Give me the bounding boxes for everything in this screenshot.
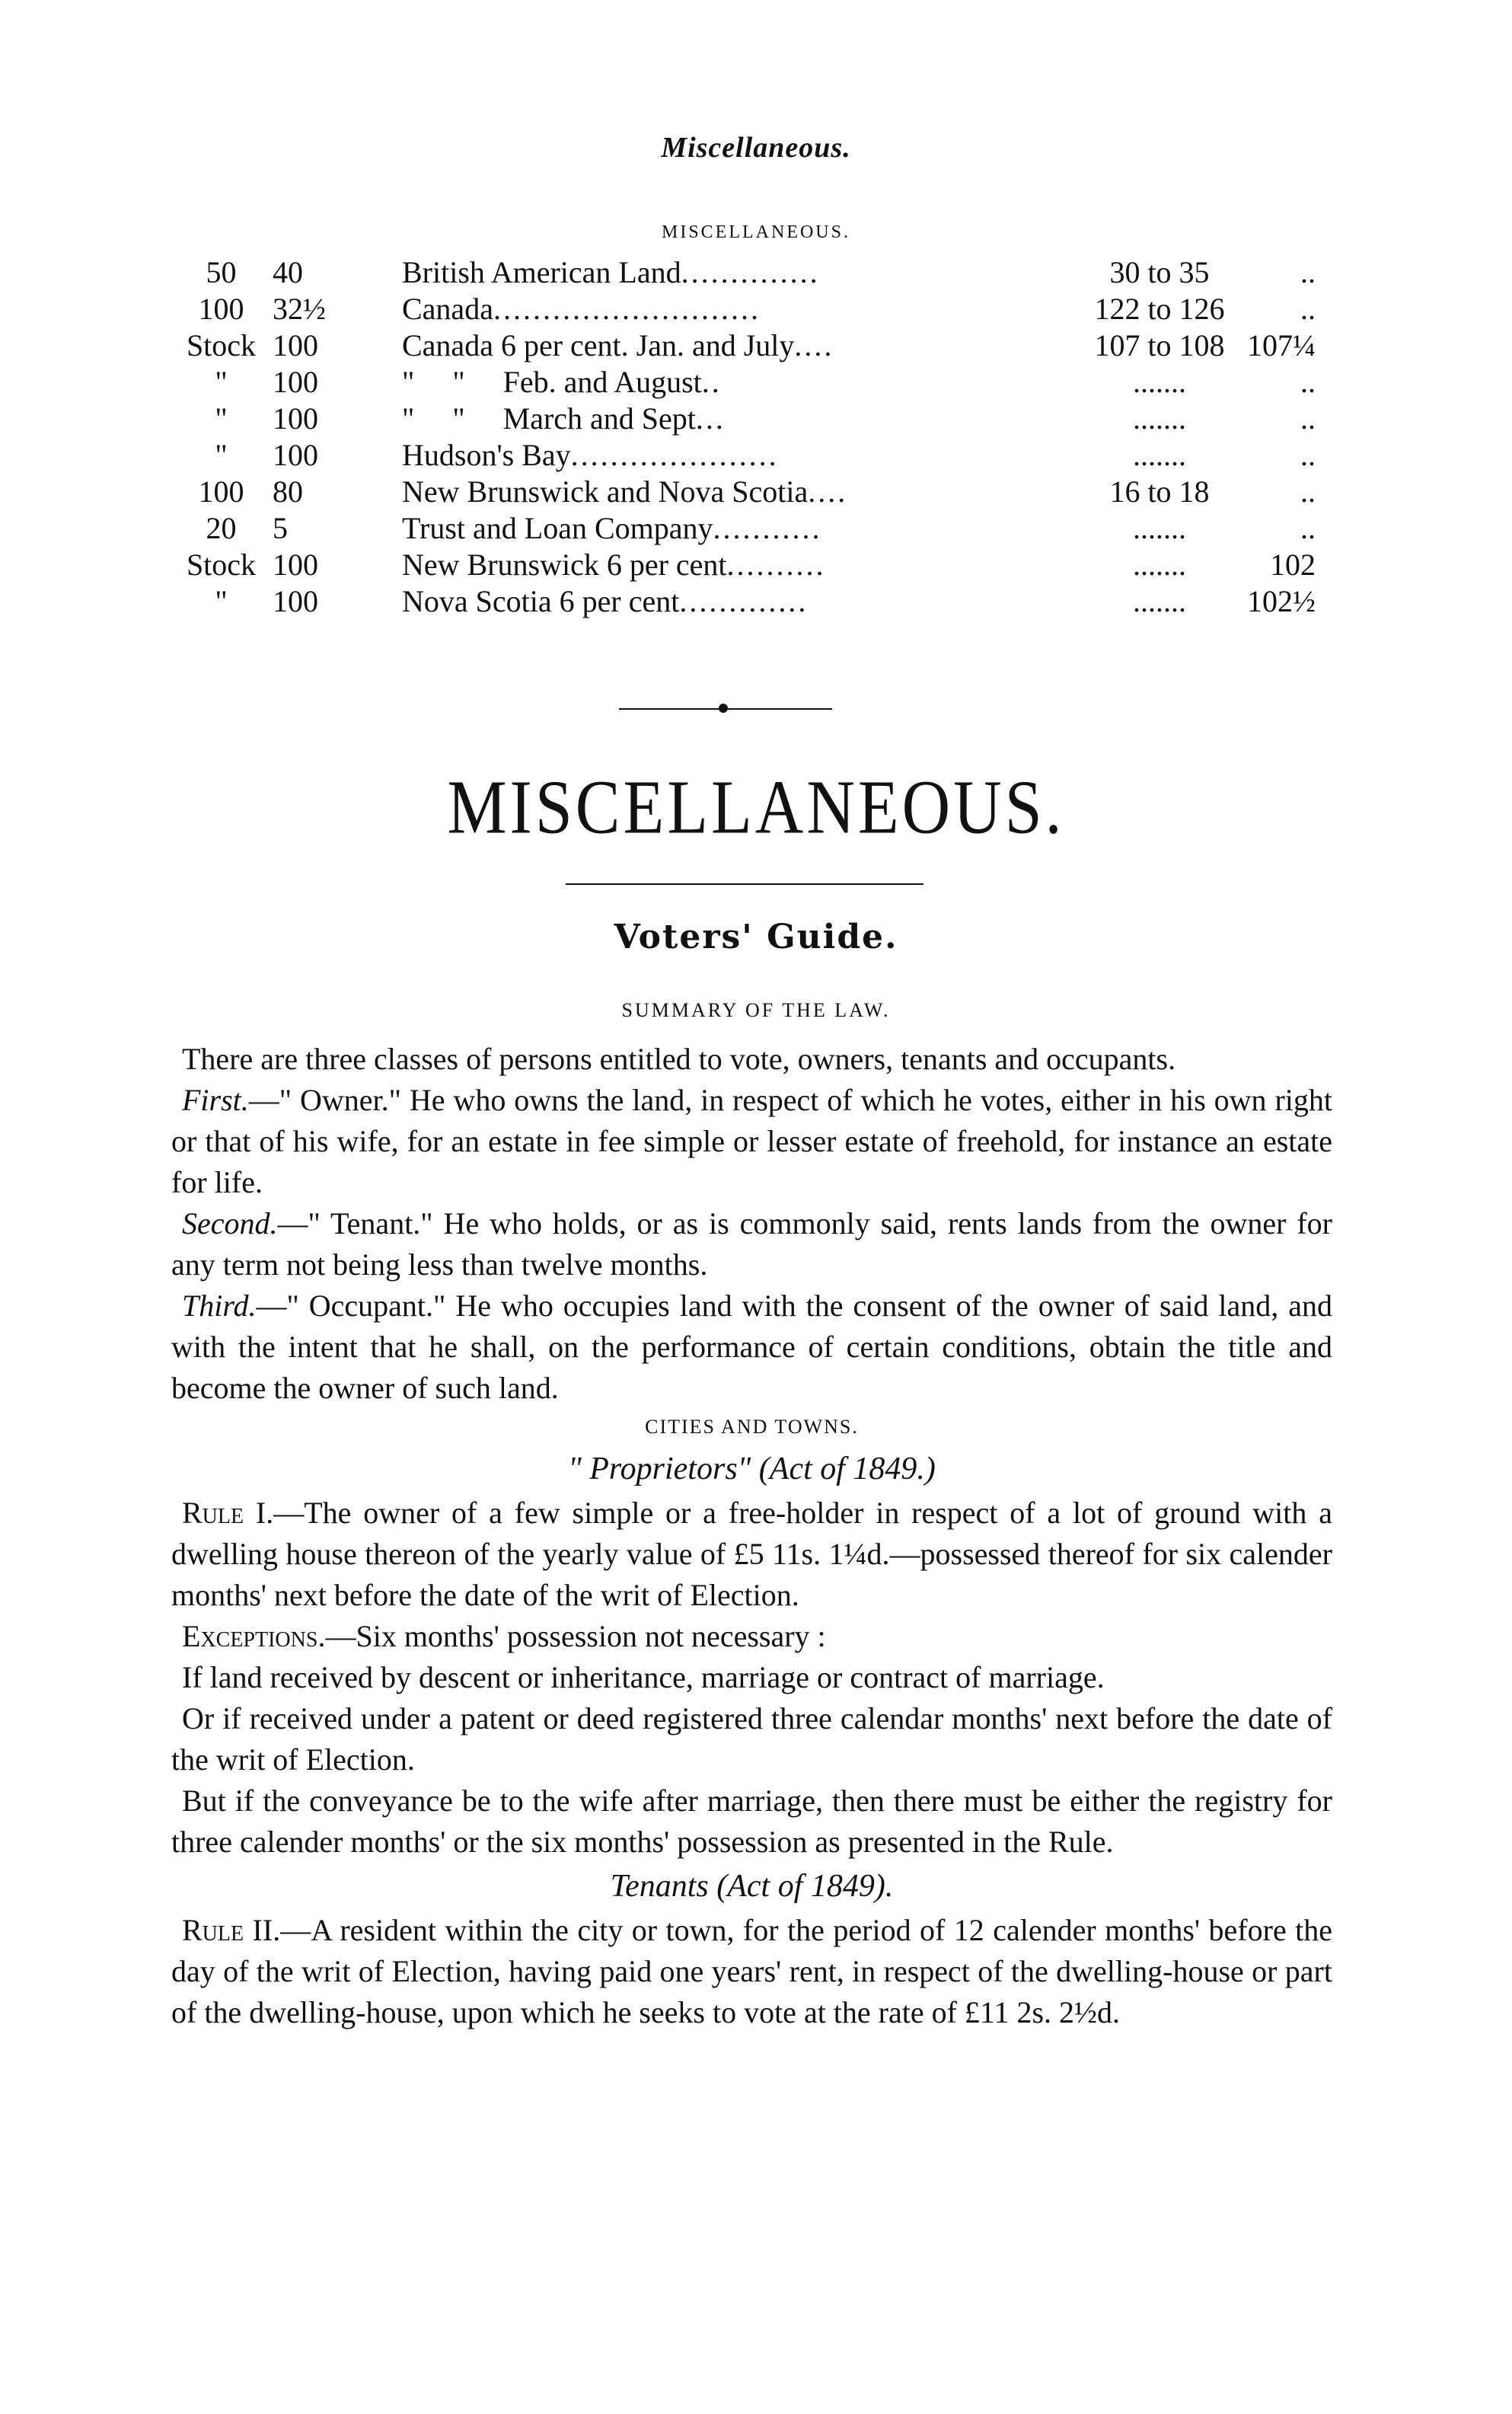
security-name-cell xyxy=(402,291,1156,327)
price-range-cell: ....... xyxy=(1133,401,1186,436)
table-row xyxy=(174,437,1316,474)
security-name: New Brunswick 6 per cent xyxy=(402,548,727,582)
security-name: Hudson's Bay xyxy=(402,438,571,472)
table-caption: MISCELLANEOUS. xyxy=(661,222,850,242)
paid-cell: 40 xyxy=(273,255,303,289)
rule-two-paragraph xyxy=(171,1910,1332,2033)
paid-cell: 100 xyxy=(273,548,318,582)
second-text: He who holds, or as is commonly said, rents lands from the owner for any term not being less than twelve months. xyxy=(171,1206,1332,1282)
price-range-cell: ....... xyxy=(1133,365,1186,399)
security-name-cell xyxy=(402,327,1156,364)
dot-leader: .............. xyxy=(681,255,820,289)
paid-cell: 5 xyxy=(273,511,288,545)
shares-cell: " xyxy=(215,365,228,399)
title-rule xyxy=(566,883,923,885)
paid-cell: 100 xyxy=(273,438,318,472)
shares-cell: 100 xyxy=(198,292,244,326)
proprietors-heading: " Proprietors" (Act of 1849.) xyxy=(568,1451,936,1486)
security-name-cell xyxy=(402,547,1156,583)
third-paragraph xyxy=(171,1285,1332,1409)
table-row xyxy=(174,364,1316,401)
exception-one: If land received by descent or inheritance, marriage or contract of marriage. xyxy=(182,1660,1105,1694)
security-name: Canada 6 per cent. Jan. and July xyxy=(402,328,795,362)
price-range-cell: ....... xyxy=(1133,548,1186,582)
running-head: Miscellaneous. xyxy=(661,132,851,164)
security-name: British American Land xyxy=(402,255,681,289)
security-name: " " March and Sept xyxy=(402,401,696,436)
second-paragraph xyxy=(171,1203,1332,1285)
price-cell: .. xyxy=(1300,474,1316,509)
first-label: First. xyxy=(182,1083,249,1117)
shares-cell: Stock xyxy=(186,328,257,362)
dot-leader: ..................... xyxy=(570,438,779,472)
price-cell: .. xyxy=(1300,438,1316,472)
security-name-cell xyxy=(402,474,1156,510)
security-name-cell xyxy=(402,583,1156,620)
security-name: Trust and Loan Company xyxy=(402,511,713,545)
first-term: —" Owner." xyxy=(248,1083,401,1117)
dot-leader: .... xyxy=(794,328,834,362)
table-row xyxy=(174,510,1316,547)
price-cell: 102 xyxy=(1270,548,1316,582)
second-label: Second. xyxy=(182,1206,278,1241)
price-range-cell: 30 to 35 xyxy=(1109,255,1210,289)
security-name: Nova Scotia 6 per cent xyxy=(402,584,680,618)
shares-cell: " xyxy=(215,401,228,436)
security-name-cell xyxy=(402,437,1156,474)
dot-leader: .......... xyxy=(726,548,826,582)
shares-cell: 20 xyxy=(206,511,237,545)
table-row xyxy=(174,327,1316,364)
first-paragraph xyxy=(171,1080,1332,1203)
cities-heading: CITIES AND TOWNS. xyxy=(645,1416,859,1438)
price-range-cell: ....... xyxy=(1133,584,1186,618)
price-cell: 107¼ xyxy=(1247,328,1316,362)
shares-cell: " xyxy=(215,584,228,618)
third-term: —" Occupant." xyxy=(256,1288,446,1323)
section-heading: Voters' Guide. xyxy=(614,918,898,956)
paid-cell: 32½ xyxy=(273,292,326,326)
intro-paragraph: There are three classes of persons entitled to vote, owners, tenants and occupants. xyxy=(182,1042,1176,1076)
dot-leader: .... xyxy=(808,474,848,509)
dot-leader: ... xyxy=(695,401,726,436)
table-row xyxy=(174,547,1316,583)
price-range-cell: ....... xyxy=(1133,438,1186,472)
dot-leader: .. xyxy=(701,365,722,399)
exception-two: Or if received under a patent or deed registered three calendar months' next before the date of the writ of Election. xyxy=(171,1701,1332,1777)
price-range-cell: 107 to 108 xyxy=(1094,328,1225,362)
table-row xyxy=(174,474,1316,510)
security-name-cell xyxy=(402,364,1156,401)
shares-cell: 100 xyxy=(198,474,244,509)
second-term: —" Tenant." xyxy=(277,1206,433,1241)
exceptions-label: Exceptions. xyxy=(182,1619,326,1653)
ornamental-rule-dot xyxy=(719,704,728,713)
price-range-cell: 16 to 18 xyxy=(1109,474,1210,509)
stock-table xyxy=(174,254,1316,620)
price-cell: .. xyxy=(1300,292,1316,326)
security-name-cell xyxy=(402,510,1156,547)
table-row xyxy=(174,583,1316,620)
price-cell: .. xyxy=(1300,511,1316,545)
first-text: He who owns the land, in respect of which he votes, either in his own right or that of his wife, for an estate in fee simple or lesser estate of freehold, for instance an estate for life. xyxy=(171,1083,1333,1199)
price-range-cell: ....... xyxy=(1133,511,1186,545)
page-title: MISCELLANEOUS. xyxy=(447,765,1065,851)
paid-cell: 100 xyxy=(273,584,318,618)
dot-leader: ........... xyxy=(713,511,822,545)
table-row xyxy=(174,254,1316,291)
tenants-heading: Tenants (Act of 1849). xyxy=(610,1869,894,1904)
paid-cell: 100 xyxy=(273,328,318,362)
price-cell: .. xyxy=(1300,401,1316,436)
shares-cell: Stock xyxy=(186,548,257,582)
third-text: He who occupies land with the consent of the owner of said land, and with the intent that he shall, on the performance of certain conditions, obtain the title and become the owner of such land. xyxy=(171,1288,1333,1405)
body-text xyxy=(171,1039,1332,2033)
shares-cell: " xyxy=(215,438,228,472)
shares-cell: 50 xyxy=(206,255,237,289)
rule-two-text: —A resident within the city or town, for the period of 12 calender months' before the day of the writ of Election, having paid one years' rent, in respect of the dwelling-house or part of the dwelling-house, upon which he seeks to vote at the rate of £11 2s. 2½d. xyxy=(171,1913,1332,2029)
paid-cell: 80 xyxy=(273,474,303,509)
exceptions-paragraph xyxy=(171,1616,1332,1657)
security-name-cell xyxy=(402,254,1156,291)
security-name: Canada xyxy=(402,292,493,326)
table-row xyxy=(174,401,1316,437)
price-range-cell: 122 to 126 xyxy=(1094,292,1225,326)
security-name: New Brunswick and Nova Scotia xyxy=(402,474,809,509)
rule-one-text: —The owner of a few simple or a free-holder in respect of a lot of ground with a dwelling house thereon of the yearly value of £5 11s. 1¼d.—possessed thereof for six calender months' next before the date of the writ of Election. xyxy=(171,1496,1332,1612)
table-row xyxy=(174,291,1316,327)
security-name: " " Feb. and August xyxy=(402,365,702,399)
dot-leader: ........................... xyxy=(493,292,761,326)
security-name-cell xyxy=(402,401,1156,437)
dot-leader: ............. xyxy=(679,584,809,618)
summary-heading: SUMMARY OF THE LAW. xyxy=(621,999,891,1021)
exception-three: But if the conveyance be to the wife after marriage, then there must be either the registry for three calender months' or the six months' possession as presented in the Rule. xyxy=(171,1783,1332,1859)
price-cell: .. xyxy=(1300,365,1316,399)
rule-two-label: Rule II. xyxy=(182,1913,281,1947)
rule-one-label: Rule I. xyxy=(182,1496,274,1530)
price-cell: 102½ xyxy=(1247,584,1316,618)
rule-one-paragraph xyxy=(171,1493,1332,1616)
third-label: Third. xyxy=(182,1288,257,1323)
price-cell: .. xyxy=(1300,255,1316,289)
exceptions-text: —Six months' possession not necessary : xyxy=(325,1619,826,1653)
paid-cell: 100 xyxy=(273,401,318,436)
paid-cell: 100 xyxy=(273,365,318,399)
